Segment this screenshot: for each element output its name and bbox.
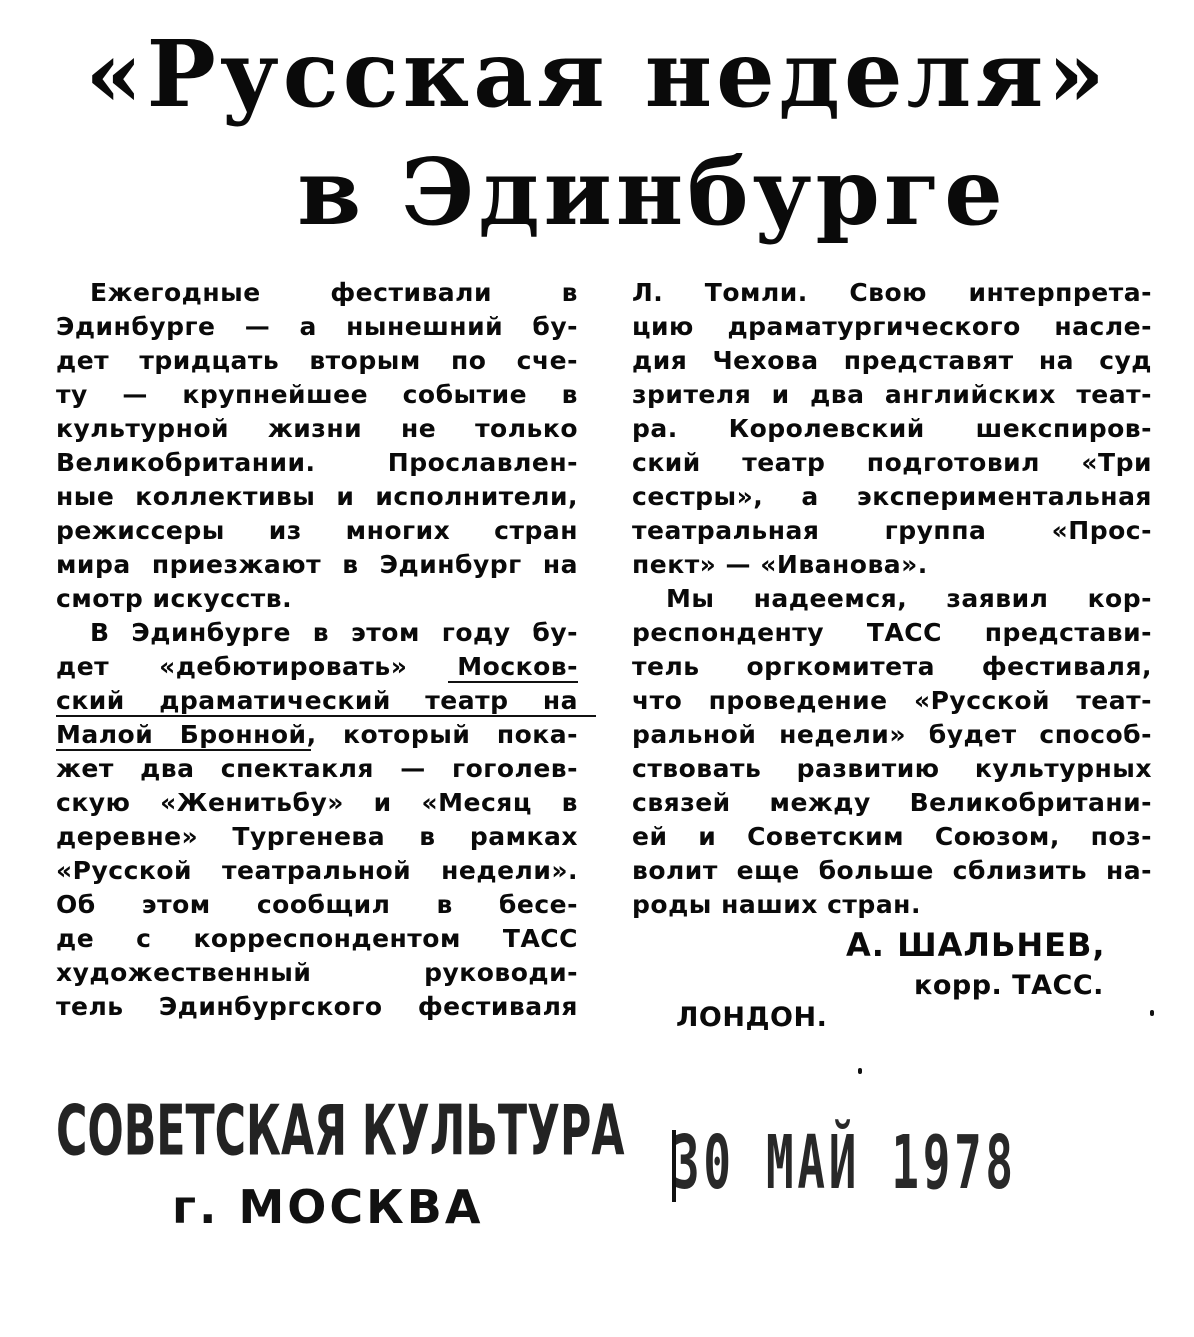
article-line: В Эдинбурге в этом году бу- — [90, 618, 578, 647]
article-line: респонденту ТАСС представи- — [632, 618, 1152, 647]
hand-underline — [56, 715, 596, 717]
article-line: жет два спектакля — гоголев- — [56, 754, 578, 783]
hand-underline — [448, 681, 578, 683]
article-line: режиссеры из многих стран — [56, 516, 578, 545]
article-line: пект» — «Иванова». — [632, 550, 928, 579]
article-line: ральной недели» будет способ- — [632, 720, 1152, 749]
article-line: смотр искусств. — [56, 584, 293, 613]
article-line: Великобритании. Прославлен- — [56, 448, 578, 477]
article-line: художественный руководи- — [56, 958, 578, 987]
article-line: что проведение «Русской теат- — [632, 686, 1152, 715]
article-line: связей между Великобритани- — [632, 788, 1152, 817]
article-line: Мы надеемся, заявил кор- — [666, 584, 1152, 613]
article-line: дия Чехова представят на суд — [632, 346, 1152, 375]
article-line: культурной жизни не только — [56, 414, 578, 443]
article-line: дет «дебютировать» Москов- — [56, 652, 578, 681]
print-speck — [858, 1068, 862, 1074]
headline-line-1: «Русская неделя» — [85, 20, 1109, 128]
article-line: тель Эдинбургского фестиваля — [56, 992, 578, 1021]
article-line: ра. Королевский шекспиров- — [632, 414, 1152, 443]
article-line: мира приезжают в Эдинбург на — [56, 550, 578, 579]
article-line: роды наших стран. — [632, 890, 921, 919]
author-role: корр. ТАСС. — [914, 970, 1104, 1001]
article-line: театральная группа «Прос- — [632, 516, 1152, 545]
article-line: ту — крупнейшее событие в — [56, 380, 578, 409]
article-column-left — [56, 276, 578, 1024]
article-line: ствовать развитию культурных — [632, 754, 1152, 783]
hand-underline — [56, 749, 311, 751]
dateline-city: ЛОНДОН. — [676, 1002, 828, 1033]
article-line: Л. Томли. Свою интерпрета- — [632, 278, 1152, 307]
date-stamp: 30 МАЙ 1978 — [672, 1120, 1017, 1206]
article-line: ные коллективы и исполнители, — [56, 482, 578, 511]
newspaper-stamp: СОВЕТСКАЯ КУЛЬТУРА — [56, 1090, 625, 1172]
article-column-right — [632, 276, 1152, 922]
newspaper-stamp-city: г. МОСКВА — [172, 1180, 484, 1234]
article-line: де с корреспондентом ТАСС — [56, 924, 578, 953]
article-line: волит еще больше сблизить на- — [632, 856, 1152, 885]
article-line: Ежегодные фестивали в — [90, 278, 578, 307]
article-line: тель оргкомитета фестиваля, — [632, 652, 1152, 681]
article-line: ский театр подготовил «Три — [632, 448, 1152, 477]
article-line: цию драматургического насле- — [632, 312, 1152, 341]
article-line: «Русской театральной недели». — [56, 856, 578, 885]
article-line: ей и Советским Союзом, поз- — [632, 822, 1152, 851]
article-line: Эдинбурге — а нынешний бу- — [56, 312, 578, 341]
article-line: дет тридцать вторым по сче- — [56, 346, 578, 375]
article-line: Об этом сообщил в бесе- — [56, 890, 578, 919]
article-line: Малой Бронной, который пока- — [56, 720, 578, 749]
print-speck — [1150, 1010, 1154, 1016]
article-line: скую «Женитьбу» и «Месяц в — [56, 788, 578, 817]
headline-line-2: в Эдинбурге — [297, 138, 1007, 246]
article-line: зрителя и два английских теат- — [632, 380, 1152, 409]
author-signature: А. ШАЛЬНЕВ, — [846, 926, 1106, 964]
article-line: ский драматический театр на — [56, 686, 578, 715]
article-line: сестры», а экспериментальная — [632, 482, 1152, 511]
article-line: деревне» Тургенева в рамках — [56, 822, 578, 851]
